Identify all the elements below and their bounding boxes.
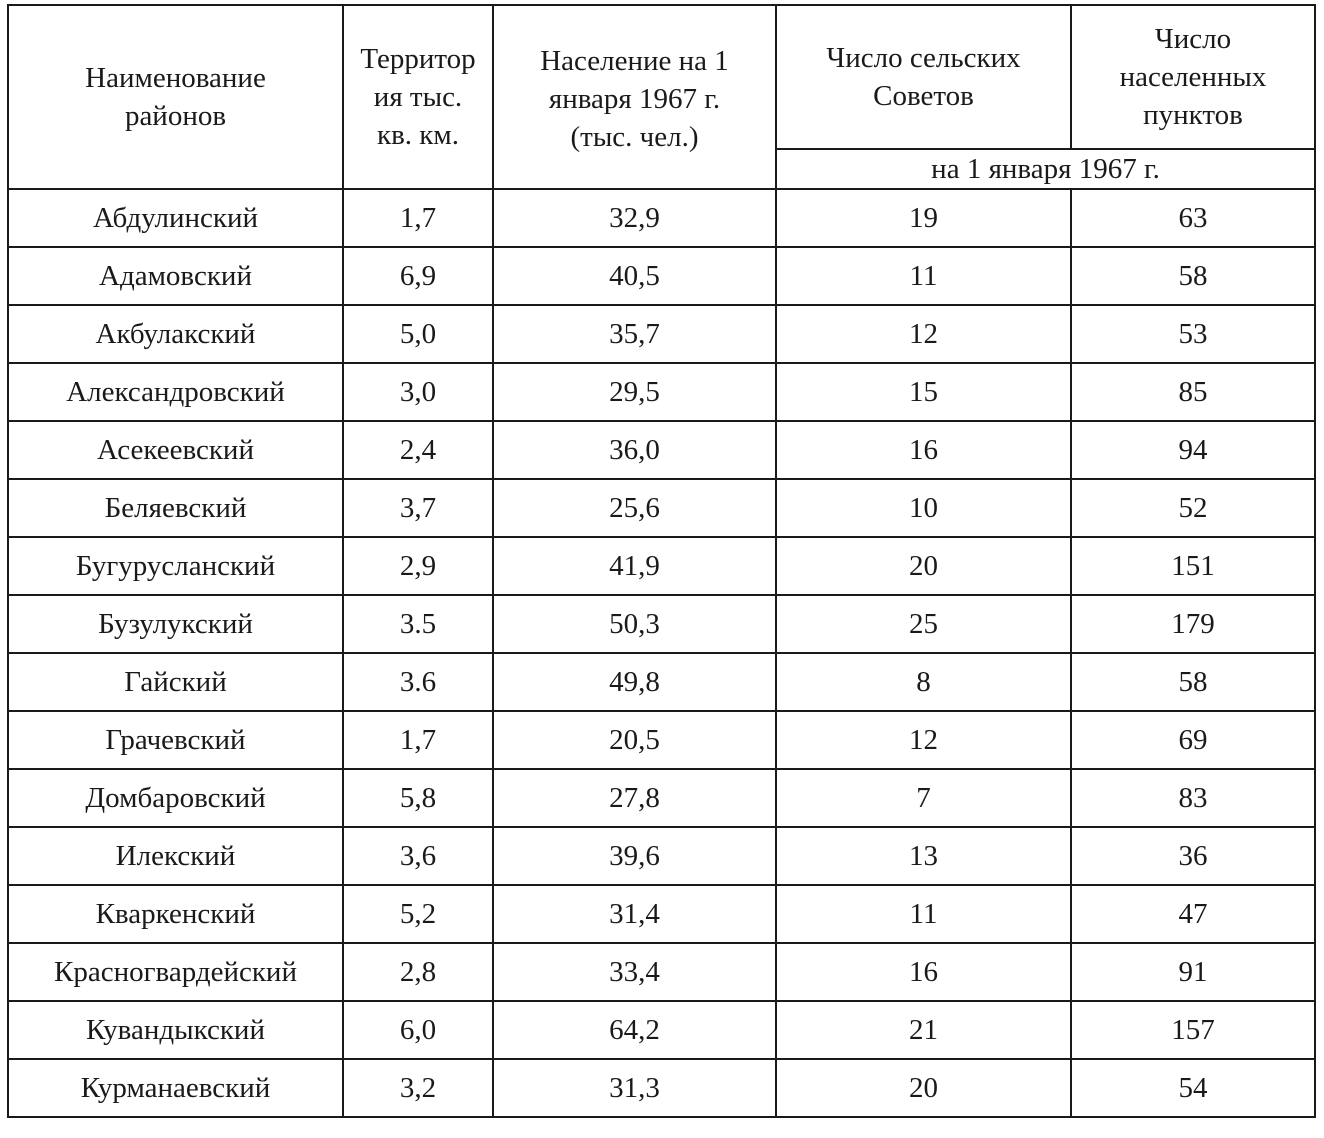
cell-district-name: Домбаровский [8,769,343,827]
cell-population: 32,9 [493,189,776,247]
cell-rural-councils: 15 [776,363,1071,421]
header-population [493,5,776,189]
cell-rural-councils: 21 [776,1001,1071,1059]
header-line: населенных [1119,61,1267,93]
cell-district-name: Асекеевский [8,421,343,479]
cell-rural-councils: 7 [776,769,1071,827]
cell-population: 49,8 [493,653,776,711]
cell-district-name: Беляевский [8,479,343,537]
cell-settlements: 151 [1071,537,1315,595]
cell-settlements: 91 [1071,943,1315,1001]
table-row [8,537,1315,595]
table-row [8,421,1315,479]
cell-territory: 3,2 [343,1059,493,1117]
table-row [8,711,1315,769]
cell-population: 33,4 [493,943,776,1001]
table-row [8,827,1315,885]
cell-territory: 5,8 [343,769,493,827]
cell-population: 27,8 [493,769,776,827]
cell-rural-councils: 13 [776,827,1071,885]
cell-settlements: 53 [1071,305,1315,363]
cell-territory: 2,8 [343,943,493,1001]
header-line: Число сельских [826,42,1021,74]
cell-district-name: Кваркенский [8,885,343,943]
cell-district-name: Адамовский [8,247,343,305]
cell-population: 64,2 [493,1001,776,1059]
cell-district-name: Илекский [8,827,343,885]
header-district-name [8,5,343,189]
cell-rural-councils: 12 [776,305,1071,363]
cell-population: 36,0 [493,421,776,479]
cell-population: 31,3 [493,1059,776,1117]
cell-rural-councils: 25 [776,595,1071,653]
cell-settlements: 36 [1071,827,1315,885]
cell-population: 39,6 [493,827,776,885]
header-row [8,5,1315,149]
cell-territory: 5,0 [343,305,493,363]
cell-rural-councils: 12 [776,711,1071,769]
cell-territory: 3.5 [343,595,493,653]
table-row [8,305,1315,363]
cell-district-name: Грачевский [8,711,343,769]
cell-district-name: Бузулукский [8,595,343,653]
cell-territory: 1,7 [343,711,493,769]
cell-territory: 2,4 [343,421,493,479]
cell-settlements: 83 [1071,769,1315,827]
cell-rural-councils: 8 [776,653,1071,711]
header-settlements [1071,5,1315,149]
table-row [8,885,1315,943]
table-row [8,943,1315,1001]
cell-territory: 2,9 [343,537,493,595]
header-date-note: на 1 января 1967 г. [776,149,1315,189]
cell-district-name: Курманаевский [8,1059,343,1117]
cell-settlements: 69 [1071,711,1315,769]
header-line: Население на 1 [540,45,729,77]
cell-territory: 3,6 [343,827,493,885]
cell-settlements: 94 [1071,421,1315,479]
table-row [8,189,1315,247]
cell-population: 40,5 [493,247,776,305]
cell-population: 50,3 [493,595,776,653]
table-row [8,247,1315,305]
header-territory [343,5,493,189]
cell-rural-councils: 20 [776,537,1071,595]
cell-rural-councils: 10 [776,479,1071,537]
header-line: Территор [360,43,476,75]
header-line: Советов [873,80,974,112]
table-row [8,363,1315,421]
cell-population: 29,5 [493,363,776,421]
header-line: ия тыс. [373,81,463,113]
cell-settlements: 63 [1071,189,1315,247]
cell-territory: 6,9 [343,247,493,305]
cell-settlements: 58 [1071,653,1315,711]
cell-district-name: Александровский [8,363,343,421]
header-rural-councils [776,5,1071,149]
cell-rural-councils: 16 [776,421,1071,479]
cell-population: 31,4 [493,885,776,943]
cell-rural-councils: 20 [776,1059,1071,1117]
table-header [8,5,1315,189]
table-row [8,479,1315,537]
header-line: Число [1154,23,1232,55]
cell-settlements: 157 [1071,1001,1315,1059]
header-line: Наименование [85,62,266,94]
cell-population: 35,7 [493,305,776,363]
cell-district-name: Бугурусланский [8,537,343,595]
cell-settlements: 85 [1071,363,1315,421]
table-row [8,653,1315,711]
cell-territory: 5,2 [343,885,493,943]
cell-territory: 3.6 [343,653,493,711]
cell-district-name: Кувандыкский [8,1001,343,1059]
header-line: пунктов [1143,99,1243,131]
cell-settlements: 58 [1071,247,1315,305]
table-row [8,595,1315,653]
cell-territory: 6,0 [343,1001,493,1059]
table-row [8,769,1315,827]
table-body [8,189,1315,1117]
cell-rural-councils: 19 [776,189,1071,247]
cell-district-name: Абдулинский [8,189,343,247]
cell-district-name: Акбулакский [8,305,343,363]
cell-population: 20,5 [493,711,776,769]
cell-territory: 1,7 [343,189,493,247]
cell-territory: 3,7 [343,479,493,537]
cell-settlements: 47 [1071,885,1315,943]
header-line: (тыс. чел.) [570,121,699,153]
cell-settlements: 54 [1071,1059,1315,1117]
cell-population: 25,6 [493,479,776,537]
cell-settlements: 52 [1071,479,1315,537]
header-line: января 1967 г. [548,83,721,115]
cell-settlements: 179 [1071,595,1315,653]
table-row [8,1001,1315,1059]
districts-table [7,4,1316,1118]
cell-territory: 3,0 [343,363,493,421]
table-row [8,1059,1315,1117]
cell-district-name: Красногвардейский [8,943,343,1001]
cell-rural-councils: 16 [776,943,1071,1001]
cell-rural-councils: 11 [776,247,1071,305]
cell-population: 41,9 [493,537,776,595]
cell-rural-councils: 11 [776,885,1071,943]
header-line: районов [124,100,227,132]
header-line: кв. км. [377,119,459,151]
cell-district-name: Гайский [8,653,343,711]
